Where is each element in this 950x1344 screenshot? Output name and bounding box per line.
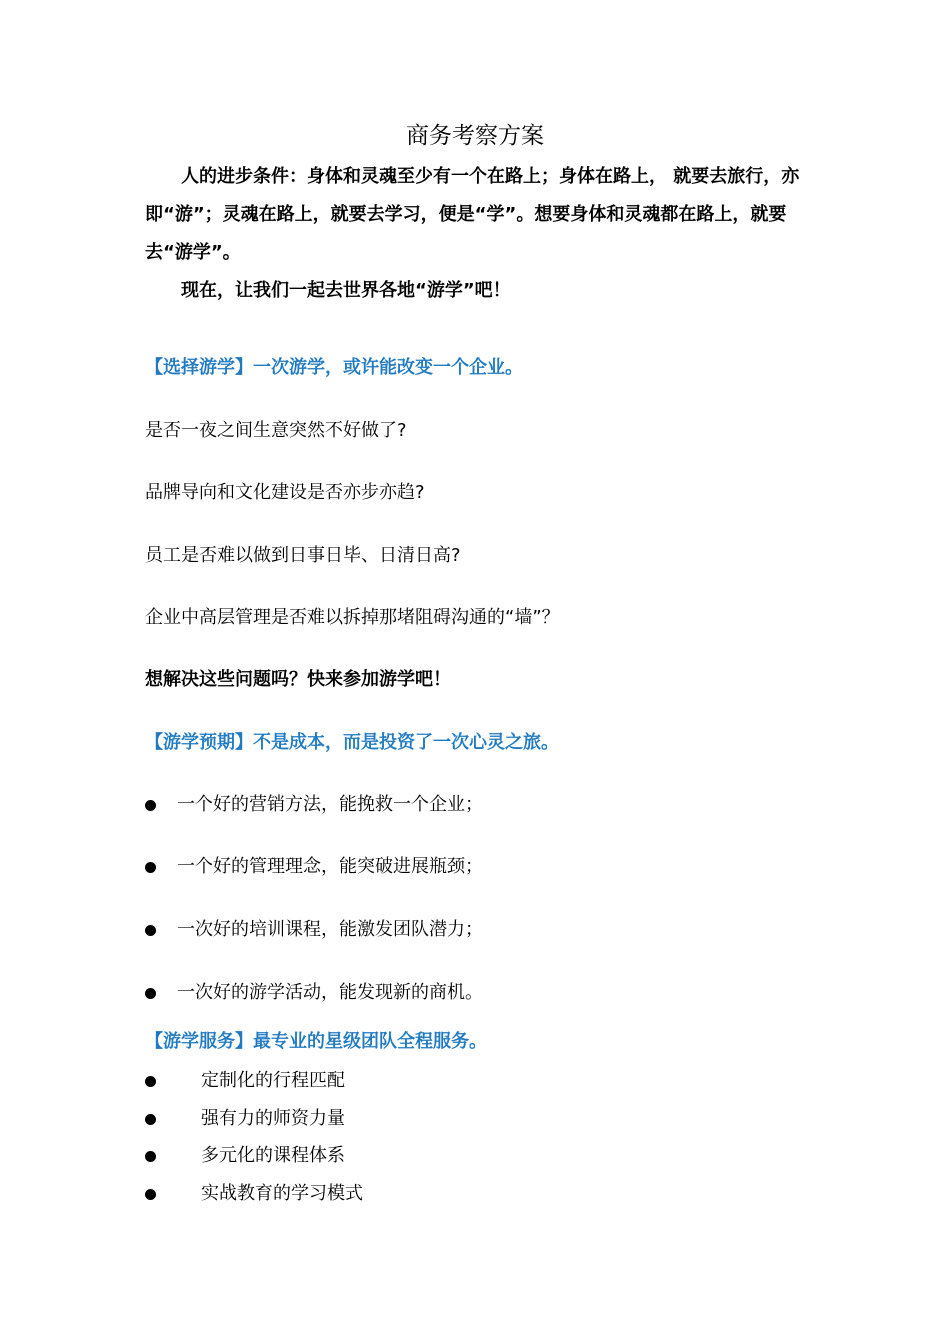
bullet-icon — [145, 800, 156, 811]
bullet-icon — [145, 1189, 156, 1200]
list-item-text: 一次好的游学活动，能发现新的商机。 — [177, 982, 483, 1003]
list-item-text: 实战教育的学习模式 — [201, 1183, 363, 1204]
list-item-text: 一次好的培训课程，能激发团队潜力； — [177, 919, 483, 940]
list-item-text: 强有力的师资力量 — [201, 1108, 345, 1129]
intro-paragraph-2: 现在，让我们一起去世界各地“游学”吧！ — [181, 280, 511, 301]
list-item-text: 定制化的行程匹配 — [201, 1070, 345, 1091]
list-item-text: 一个好的营销方法，能挽救一个企业； — [177, 794, 483, 815]
section-heading-expectations: 【游学预期】不是成本，而是投资了一次心灵之旅。 — [145, 732, 559, 753]
bullet-icon — [145, 988, 156, 999]
intro-paragraph-1: 人的进步条件：身体和灵魂至少有一个在路上；身体在路上， 就要去旅行，亦即“游”；灵魂在路上，就要去学习，便是“学”。想要身体和灵魂都在路上，就要去“游学”。 — [145, 166, 800, 263]
call-to-action-text: 想解决这些问题吗？快来参加游学吧！ — [145, 669, 451, 690]
bullet-icon — [145, 1114, 156, 1125]
bullet-icon — [145, 862, 156, 873]
bullet-icon — [145, 1076, 156, 1087]
bullet-icon — [145, 925, 156, 936]
bullet-icon — [145, 1151, 156, 1162]
question-item: 是否一夜之间生意突然不好做了? — [145, 420, 407, 441]
section-heading-choose-study-tour: 【选择游学】一次游学，或许能改变一个企业。 — [145, 357, 523, 378]
list-item-text: 一个好的管理理念，能突破进展瓶颈； — [177, 856, 483, 877]
question-item: 品牌导向和文化建设是否亦步亦趋? — [145, 482, 425, 503]
list-item-text: 多元化的课程体系 — [201, 1145, 345, 1166]
question-item: 员工是否难以做到日事日毕、日清日高? — [145, 545, 461, 566]
intro-block — [145, 158, 815, 310]
question-item: 企业中高层管理是否难以拆掉那堵阻碍沟通的“墙”？ — [145, 607, 560, 628]
document-title: 商务考察方案 — [406, 123, 544, 149]
section-heading-services: 【游学服务】最专业的星级团队全程服务。 — [145, 1031, 487, 1052]
